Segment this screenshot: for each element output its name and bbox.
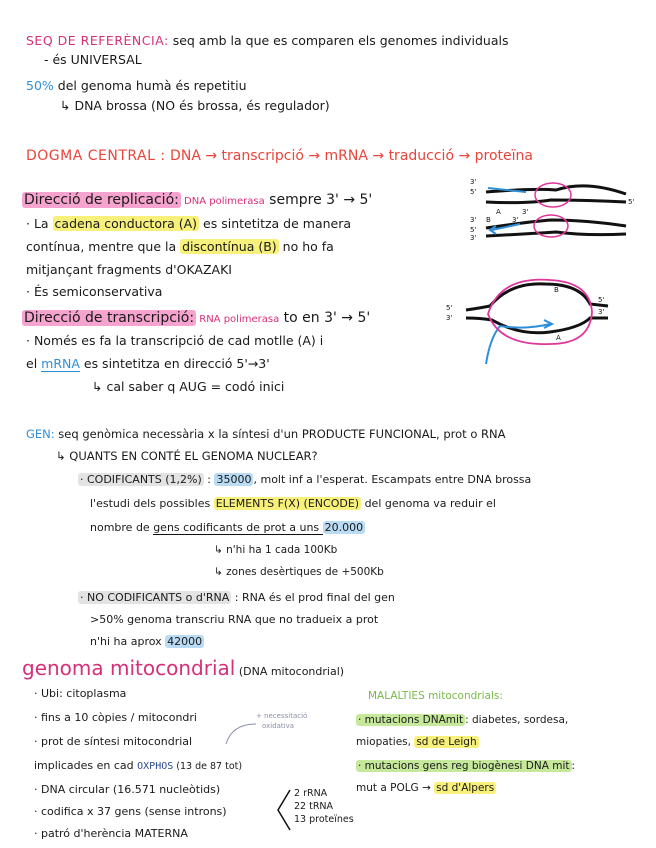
mrna-underlined: mRNA — [41, 356, 80, 371]
mito-line-3: · prot de síntesi mitocondrial — [34, 735, 193, 748]
text-fragment: miopaties, — [356, 736, 415, 748]
transcription-line-2 — [26, 356, 270, 372]
junk-dna-note: ↳ DNA brossa (NO és brossa, és regulador) — [60, 98, 330, 113]
text-fragment: implicades en cad — [34, 759, 138, 772]
mito-title: genoma mitocondrial — [22, 656, 236, 680]
diseases-line-2 — [356, 734, 479, 750]
diagram-label: 3' — [470, 178, 477, 186]
mito-line-5: · DNA circular (16.571 nucleòtids) — [34, 783, 221, 796]
mito-line-6: · codifica x 37 gens (sense introns) — [34, 805, 227, 818]
replication-heading — [22, 192, 372, 210]
leigh-highlight: sd de Leigh — [416, 736, 477, 748]
text-fragment: no ho fa — [278, 239, 334, 254]
text-fragment: l'estudi dels possibles — [90, 497, 214, 510]
noncoding-line-1 — [78, 590, 395, 606]
transcription-line-3: ↳ cal saber q AUG = codó inici — [92, 379, 285, 394]
central-dogma-text: DNA → transcripció → mRNA → traducció → proteïna — [165, 148, 533, 164]
replication-line-1 — [26, 216, 351, 232]
mito-line-4 — [34, 758, 242, 775]
coding-line-1 — [78, 472, 531, 488]
noncoding-label: · NO CODIFICANTS o d'RNA — [80, 591, 230, 604]
text-fragment: nombre de — [90, 521, 154, 534]
replication-line-4: · És semiconservativa — [26, 284, 163, 299]
diagram-label: 3' — [446, 314, 453, 322]
genes-proteins: 13 proteïnes — [294, 814, 354, 825]
transcription-enzyme: RNA polimerasa — [196, 314, 280, 325]
coding-line-3 — [90, 520, 365, 536]
diseases-line-1 — [356, 712, 568, 728]
seq-ref-label: SEQ DE REFERÈNCIA: — [26, 33, 169, 48]
noncoding-42000-highlight: 42000 — [167, 635, 203, 648]
diagram-label: B — [486, 216, 491, 224]
diseases-line-4 — [356, 780, 496, 796]
coding-count-highlight: 35000 — [216, 473, 252, 486]
diagram-label: 5' — [628, 198, 635, 206]
diagram-label: 3' — [470, 234, 477, 242]
oxphos-label: OXPHOS — [137, 761, 174, 772]
transcription-label: Direcció de transcripció: — [24, 310, 195, 326]
mito-note-2: oxidativa — [262, 722, 295, 730]
text-fragment: (13 de 87 tot) — [173, 761, 243, 772]
genes-rrna: 2 rRNA — [294, 788, 328, 799]
replication-line-3: mitjançant fragments d'OKAZAKI — [26, 262, 232, 277]
text-fragment: mut a POLG → — [356, 782, 435, 794]
replication-label: Direcció de replicació: — [24, 192, 179, 208]
mito-note-1: + necessitació — [256, 712, 308, 720]
text-fragment: contínua, mentre que la — [26, 239, 181, 254]
mito-line-7: · patró d'herència MATERNA — [34, 827, 188, 840]
replication-line-2 — [26, 239, 334, 255]
text-fragment: gens codificants de prot a uns — [153, 521, 323, 534]
text-fragment: del genoma va reduir el — [361, 497, 496, 510]
mito-line-2: · fins a 10 còpies / mitocondri — [34, 711, 197, 724]
gen-question: ↳ QUANTS EN CONTÉ EL GENOMA NUCLEAR? — [56, 449, 318, 463]
genome-repeat-line — [26, 78, 247, 94]
text-fragment: n'hi ha aprox — [90, 635, 166, 648]
coding-line-2 — [90, 496, 496, 512]
diagram-label: A — [556, 334, 561, 342]
diseases-title — [368, 688, 503, 704]
diagram-label: 5' — [598, 296, 605, 304]
coding-sub-1: ↳ n'hi ha 1 cada 100Kb — [214, 544, 338, 556]
replication-direction: sempre 3' → 5' — [264, 192, 373, 208]
seq-ref-text: seq amb la que es comparen els genomes individuals — [168, 33, 509, 48]
text-fragment: : — [571, 760, 576, 772]
note-arrow — [222, 720, 262, 750]
genes-brace — [276, 788, 292, 832]
lagging-strand-highlight: discontínua (B) — [182, 239, 277, 254]
transcription-line-1: · Només es fa la transcripció de cad motlle (A) i — [26, 333, 324, 348]
text-fragment: : RNA és el prod final del gen — [231, 591, 395, 604]
text-fragment: el — [26, 356, 42, 371]
genome-repeat-pct: 50% — [26, 78, 54, 93]
diagram-label: A — [496, 208, 501, 216]
coding-label: · CODIFICANTS (1,2%) — [80, 473, 202, 486]
mito-heading — [22, 656, 344, 680]
central-dogma-line — [26, 148, 533, 164]
alpers-highlight: sd d'Alpers — [436, 782, 495, 794]
diagram-label: 3' — [512, 216, 519, 224]
text-fragment: · La — [26, 216, 53, 231]
gen-label: GEN: — [26, 427, 55, 441]
mito-subtitle: (DNA mitocondrial) — [235, 665, 345, 678]
diagram-label: 3' — [470, 216, 477, 224]
noncoding-line-2: >50% genoma transcriu RNA que no tradueix a prot — [90, 613, 379, 626]
transcription-bubble-diagram — [440, 278, 610, 368]
coding-sub-2: ↳ zones desèrtiques de +500Kb — [214, 566, 384, 578]
text-fragment: : — [203, 473, 215, 486]
central-dogma-label: DOGMA CENTRAL : — [26, 148, 166, 164]
noncoding-line-3 — [90, 634, 204, 650]
transcription-direction: to en 3' → 5' — [279, 310, 371, 326]
genome-repeat-text: del genoma humà és repetitiu — [53, 78, 247, 93]
text-fragment: es sintetitza en direcció 5'→3' — [79, 356, 270, 371]
seq-ref-universal: - és UNIVERSAL — [44, 52, 142, 67]
leading-strand-highlight: cadena conductora (A) — [54, 216, 198, 231]
diseases-line-3 — [356, 758, 575, 774]
diagram-label: 5' — [470, 188, 477, 196]
gen-definition-line — [26, 426, 505, 442]
text-fragment: : diabetes, sordesa, — [465, 714, 569, 726]
replication-enzyme: DNA polimerasa — [180, 196, 265, 207]
diagram-label: 3' — [598, 308, 605, 316]
replication-fork-diagram — [456, 170, 636, 250]
text-fragment: es sintetitza de manera — [199, 216, 352, 231]
mito-line-1: · Ubi: citoplasma — [34, 687, 127, 700]
genes-trna: 22 tRNA — [294, 801, 334, 812]
transcription-heading — [22, 310, 370, 328]
seq-ref-line — [26, 33, 508, 49]
text-fragment: MALALTIES mitocondrials: — [368, 690, 503, 702]
coding-20000-highlight: 20.000 — [324, 521, 364, 534]
diagram-label: 3' — [522, 208, 529, 216]
diagram-label: 5' — [446, 304, 453, 312]
diagram-label: B — [554, 286, 559, 294]
gen-text: seq genòmica necessària x la síntesi d'un PRODUCTE FUNCIONAL, prot o RNA — [54, 427, 506, 441]
biogenesis-mutations-highlight: · mutacions gens reg biogènesi DNA mit — [358, 760, 570, 772]
mtdna-mutations-highlight: · mutacions DNAmit — [358, 714, 464, 726]
text-fragment: , molt inf a l'esperat. Escampats entre DNA brossa — [253, 473, 532, 486]
diagram-label: 5' — [470, 226, 477, 234]
encode-highlight: ELEMENTS F(X) (ENCODE) — [215, 497, 360, 510]
